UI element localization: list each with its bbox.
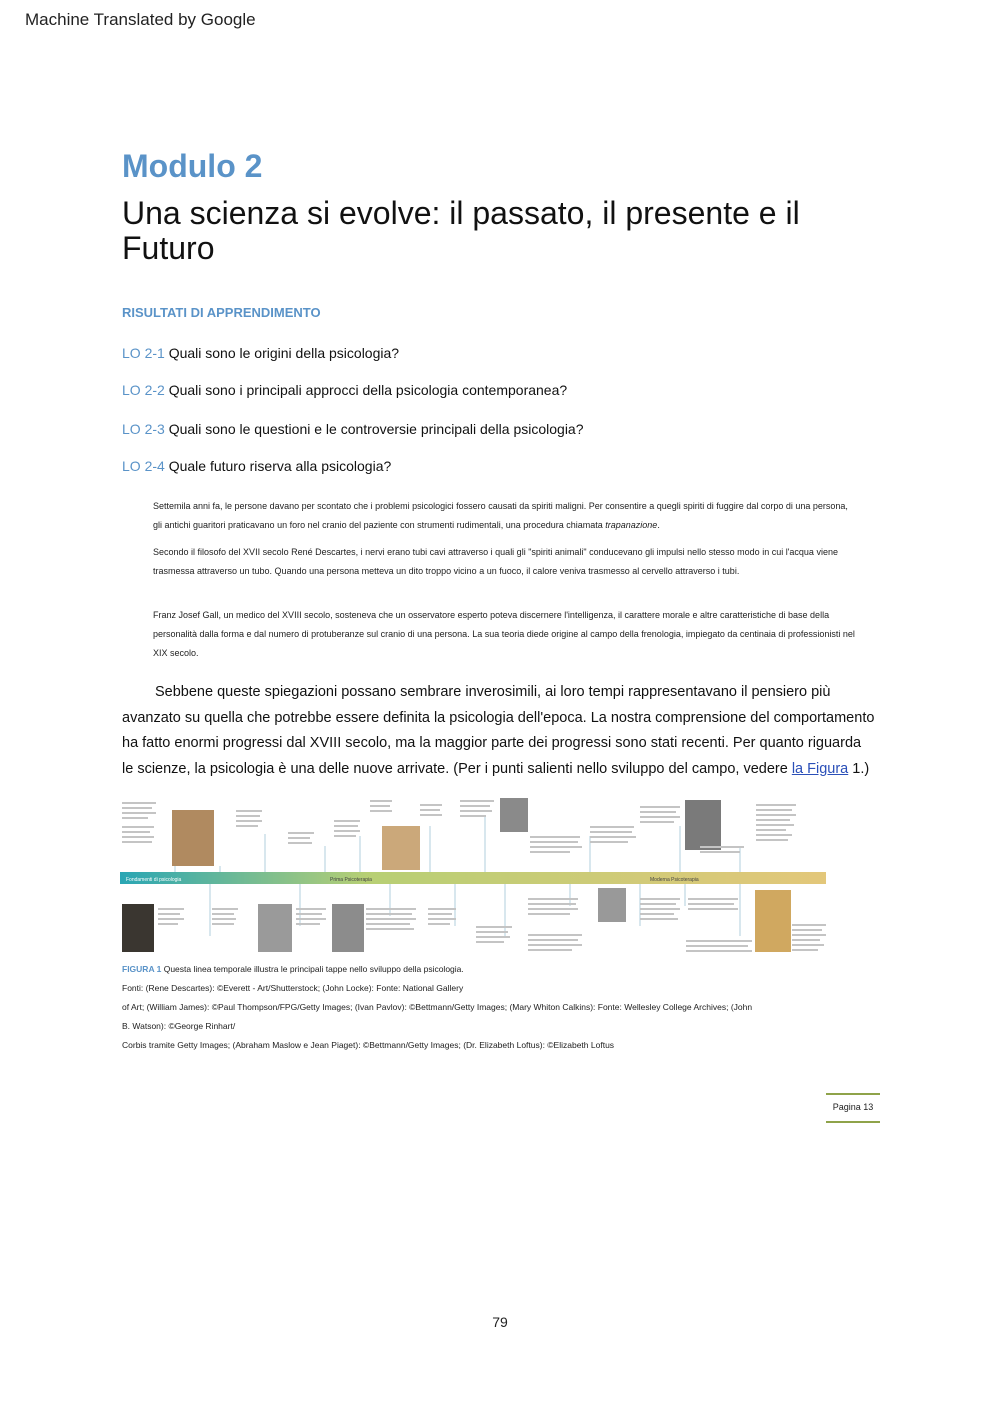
intro-paragraph-trepanation	[153, 497, 893, 535]
translation-banner: Machine Translated by Google	[25, 10, 256, 29]
text-line: Sebbene queste spiegazioni possano sembrare inverosimili, ai loro tempi rappresentavano il pensiero più	[155, 684, 831, 700]
italic-term: trapanazione	[605, 520, 658, 530]
portrait-john-locke	[172, 810, 214, 866]
text-line: Franz Josef Gall, un medico del XVIII secolo, sosteneva che un osservatore esperto poteva discernere l'intelligenza, il carattere morale e altre caratteristiche di base della	[153, 610, 830, 620]
intro-paragraph-descartes	[153, 543, 893, 581]
text-line: ha fatto enormi progressi dal XVIII secolo, ma la maggior parte dei progressi sono stati recenti. Per quanto riguarda	[122, 735, 862, 751]
caption-line: Corbis tramite Getty Images; (Abraham Maslow e Jean Piaget): ©Bettmann/Getty Images; (Dr. Elizabeth Loftus): ©Elizabeth Loftus	[122, 1040, 615, 1050]
text-line: XIX secolo.	[153, 648, 199, 658]
portrait-rene-descartes	[122, 904, 154, 952]
learning-outcome-item	[122, 382, 567, 398]
caption-line: B. Watson): ©George Rinhart/	[122, 1021, 236, 1031]
learning-outcome-text: Quali sono i principali approcci della psicologia contemporanea?	[164, 382, 568, 398]
portrait-ivan-pavlov	[332, 904, 364, 952]
learning-outcome-text: Quali sono le questioni e le controversie principali della psicologia?	[164, 421, 584, 437]
text-line: gli antichi guaritori praticavano un foro nel cranio del paziente con strumenti rudimentali, una procedura chiamata trapanazione.	[153, 520, 660, 530]
learning-outcome-item	[122, 458, 391, 474]
portrait-abraham-maslow	[685, 800, 721, 850]
intro-paragraph-gall	[153, 606, 893, 663]
portrait-mary-calkins	[382, 826, 420, 870]
portrait-jean-piaget	[598, 888, 626, 922]
caption-line: of Art; (William James): ©Paul Thompson/FPG/Getty Images; (Ivan Pavlov): ©Bettmann/Getty Images; (Mary Whiton Calkins): Fonte: Wellesley College Archives; (John	[122, 1002, 753, 1012]
page-number: 79	[492, 1314, 508, 1330]
text-line: le scienze, la psicologia è una delle nuove arrivate. (Per i punti salienti nello sviluppo del campo, vedere la Figura 1.)	[122, 760, 870, 777]
learning-outcomes-heading: RISULTATI DI APPRENDIMENTO	[122, 305, 321, 320]
timeline-label: Moderna Psicoterapia	[650, 877, 699, 883]
learning-outcome-tag: LO 2-3	[122, 421, 165, 437]
text-line: Settemila anni fa, le persone davano per scontato che i problemi psicologici fossero causati da spiriti maligni. Per consentire a quegli spiriti di fuggire dal corpo di una persona,	[153, 501, 848, 511]
chapter-title: Una scienza si evolve: il passato, il presente e il Futuro	[122, 195, 800, 266]
figure-caption	[122, 960, 822, 1055]
timeline-label: Prima Psicoterapia	[330, 877, 372, 883]
timeline-figure	[120, 796, 826, 958]
caption-title: FIGURA 1 Questa linea temporale illustra le principali tappe nello sviluppo della psicologia.	[122, 964, 464, 974]
learning-outcome-tag: LO 2-2	[122, 382, 165, 398]
figure-link[interactable]: la Figura	[791, 760, 849, 777]
module-title: Modulo 2	[122, 148, 263, 184]
learning-outcome-text: Quale futuro riserva alla psicologia?	[164, 458, 392, 474]
text-line: trasmessa attraverso un tubo. Quando una persona metteva un dito troppo vicino a un fuoco, il calore veniva trasmesso al cervello attraverso i tubi.	[153, 566, 740, 576]
text-line: avanzato su quella che potrebbe essere definita la psicologia dell'epoca. La nostra comprensione del comportamento	[122, 709, 875, 726]
portrait-elizabeth-loftus	[755, 890, 791, 952]
text-line: Secondo il filosofo del XVII secolo René Descartes, i nervi erano tubi cavi attraverso i quali gli "spiriti animali" conducevano gli impulsi nello stesso modo in cui l'acqua viene	[153, 547, 838, 557]
page-label-box: Pagina 13	[826, 1093, 880, 1123]
learning-outcome-tag: LO 2-1	[122, 345, 165, 361]
portrait-william-james	[258, 904, 292, 952]
learning-outcome-item	[122, 345, 399, 361]
timeline-bar	[120, 872, 826, 884]
learning-outcome-item	[122, 421, 584, 437]
figure-tag: FIGURA 1	[122, 964, 162, 974]
learning-outcome-text: Quali sono le origini della psicologia?	[164, 345, 400, 361]
learning-outcome-tag: LO 2-4	[122, 458, 165, 474]
caption-line: Fonti: (Rene Descartes): ©Everett - Art/Shutterstock; (John Locke): Fonte: National Gallery	[122, 983, 464, 993]
timeline-label: Fondamenti di psicologia	[126, 877, 182, 883]
main-paragraph	[122, 680, 892, 782]
portrait-john-watson	[500, 798, 528, 832]
text-line: personalità dalla forma e dal numero di protuberanze sul cranio di una persona. La sua teoria diede origine al campo della frenologia, impiegato da centinaia di professionisti nel	[153, 629, 855, 639]
